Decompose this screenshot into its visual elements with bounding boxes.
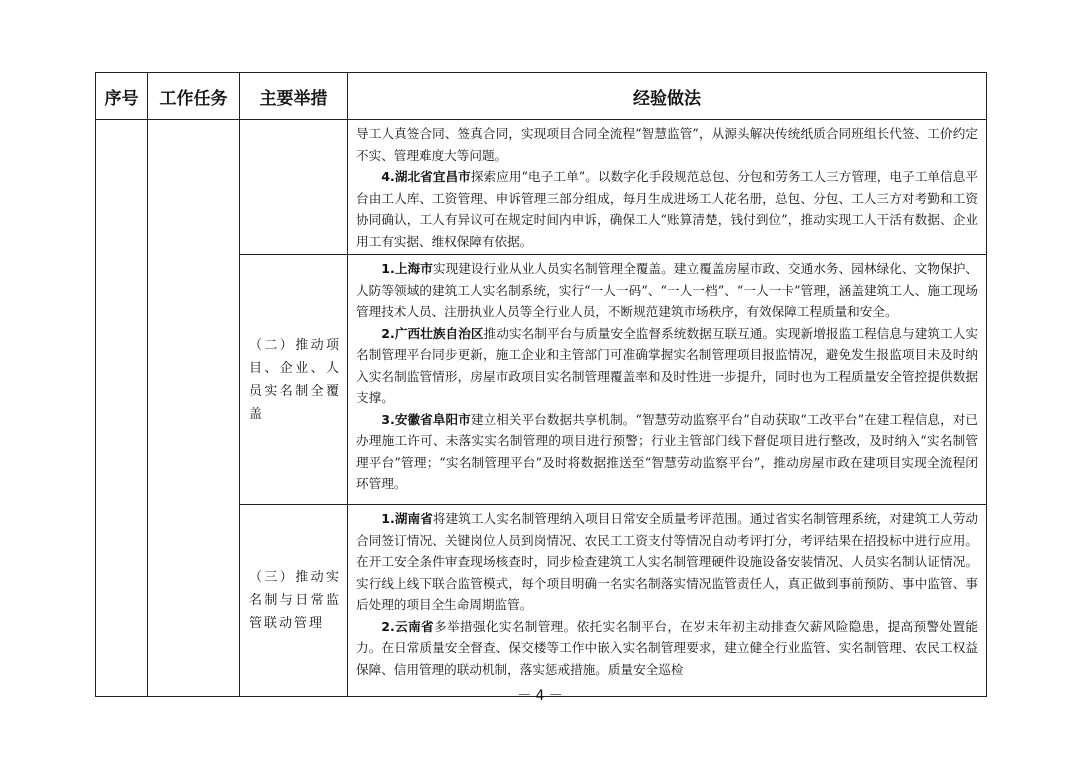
experience-paragraph: 2.云南省多举措强化实名制管理。依托实名制平台，在岁末年初主动排查欠薪风险隐患，提高预警处置能力。在日常质量安全督查、保交楼等工作中嵌入实名制管理要求，建立健全行业监管、实名制管理、农民工权益保障、信用管理的联动机制，落实惩戒措施。质量安全巡检 xyxy=(356,618,979,677)
experience-paragraph: 4.湖北省宜昌市探索应用“电子工单”。以数字化手段规范总包、分包和劳务工人三方管理，电子工单信息平台由工人库、工资管理、申诉管理三部分组成，每月生成进场工人花名册，总包、分包、工人三方对考勤和工资协同确认，工人有异议可在规定时间内申诉，确保工人“账算清楚，钱付到位”，推动实现工人干活有数据、企业用工有实据、维权保障有依据。 xyxy=(356,169,978,249)
experience-cell xyxy=(348,120,987,255)
locality-name: 云南省 xyxy=(394,618,435,634)
locality-name: 上海市 xyxy=(394,261,433,276)
experience-paragraph: 3.安徽省阜阳市建立相关平台数据共享机制。“智慧劳动监察平台”自动获取“工改平台”在建工程信息，对已办理施工许可、未落实实名制管理的项目进行预警；行业主管部门线下督促项目进行整改，及时纳入“实名制管理平台”管理；“实名制管理平台”及时将数据推送至“智慧劳动监察平台”，推动房屋市政在建项目实现全流程闭环管理。 xyxy=(356,411,978,491)
experience-paragraph: 2.广西壮族自治区推动实名制平台与质量安全监督系统数据互联互通。实现新增报监工程信息与建筑工人实名制管理平台同步更新，施工企业和主管部门可准确掌握实名制管理项目报监情况，避免发生报监项目未及时纳入实名制监管情形，房屋市政项目实名制管理覆盖率和及时性进一步提升，同时也为工程质量安全管控提供数据支撑。 xyxy=(356,325,979,405)
table-header-row xyxy=(96,73,987,120)
locality-name: 广西壮族自治区 xyxy=(394,325,484,341)
index-cell xyxy=(96,120,148,697)
page-number: － 4 － xyxy=(517,688,563,704)
measure-cell: （三）推动实名制与日常监管联动管理 xyxy=(240,505,348,697)
experience-cell xyxy=(348,255,987,505)
header-index: 序号 xyxy=(96,73,148,120)
table-row xyxy=(96,120,987,255)
experience-paragraph: 导工人真签合同、签真合同，实现项目合同全流程“智慧监管”，从源头解决传统纸质合同班组长代签、工价约定不实、管理难度大等问题。 xyxy=(356,126,978,163)
header-task: 工作任务 xyxy=(148,73,240,120)
task-cell xyxy=(148,120,240,697)
measure-cell: （二）推动项目、企业、人员实名制全覆盖 xyxy=(240,255,348,505)
experience-table xyxy=(95,72,987,697)
locality-name: 湖南省 xyxy=(394,511,433,526)
experience-paragraph: 1.湖南省将建筑工人实名制管理纳入项目日常安全质量考评范围。通过省实名制管理系统，对建筑工人劳动合同签订情况、关键岗位人员到岗情况、农民工工资支付等情况自动考评打分，考评结果在招投标中进行应用。在开工安全条件审查现场核查时，同步检查建筑工人实名制管理硬件设施设备安装情况、人员实名制认证情况。实行线上线下联合监管模式，每个项目明确一名实名制落实情况监管责任人，真正做到事前预防、事中监管、事后处理的项目全生命周期监管。 xyxy=(356,511,979,612)
locality-name: 安徽省阜阳市 xyxy=(394,411,471,427)
locality-name: 湖北省宜昌市 xyxy=(394,169,471,184)
header-measure: 主要举措 xyxy=(240,73,348,120)
header-experience: 经验做法 xyxy=(348,73,987,120)
experience-cell xyxy=(348,505,987,697)
measure-cell xyxy=(240,120,348,255)
experience-paragraph: 1.上海市实现建设行业从业人员实名制管理全覆盖。建立覆盖房屋市政、交通水务、园林绿化、文物保护、人防等领域的建筑工人实名制系统，实行“一人一码”、“一人一档”、“一人一卡”管理，涵盖建筑工人、施工现场管理技术人员、注册执业人员等全行业人员，不断规范建筑市场秩序，有效保障工程质量和安全。 xyxy=(356,261,979,319)
